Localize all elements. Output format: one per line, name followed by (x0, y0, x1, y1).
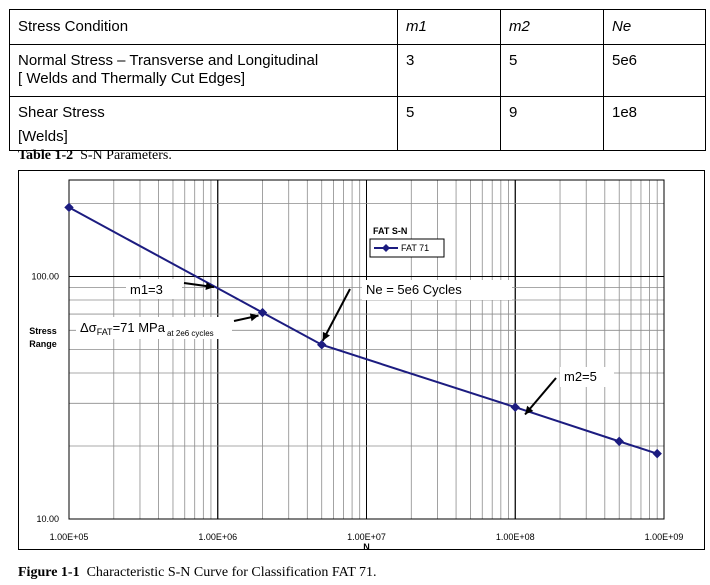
table-caption-label: Table 1-2 (18, 148, 74, 163)
x-tick-label: 1.00E+09 (644, 532, 684, 542)
arrow-shaft (323, 289, 350, 341)
arrow (323, 289, 350, 341)
x-axis-label: N (363, 542, 370, 552)
y-tick-label: 10.00 (36, 514, 59, 524)
condition-line1: Shear Stress (18, 104, 105, 121)
condition-line2: [ Welds and Thermally Cut Edges] (18, 70, 246, 87)
table-caption-text: S-N Parameters. (80, 148, 172, 163)
data-point (653, 450, 661, 458)
table-cell-m1: 5 (398, 97, 501, 151)
data-point (259, 309, 267, 317)
header-m2: m2 (501, 10, 604, 45)
annotation-fat-sub: FAT (96, 327, 113, 337)
arrow (525, 378, 556, 414)
annotation-ne: Ne = 5e6 Cycles (366, 282, 462, 297)
x-tick-label: 1.00E+07 (347, 532, 386, 542)
header-stress-condition: Stress Condition (10, 10, 398, 45)
data-point (511, 403, 519, 411)
annotation-fat-symbol: Δσ (80, 320, 97, 335)
annotation-m2: m2=5 (564, 369, 597, 384)
data-point (318, 341, 326, 349)
figure-caption-text: Characteristic S-N Curve for Classification FAT 71. (86, 565, 377, 580)
figure-caption-label: Figure 1-1 (18, 565, 80, 580)
y-axis-label: Range (29, 339, 57, 349)
annotation-m1: m1=3 (130, 282, 163, 297)
table-cell-m2: 9 (501, 97, 604, 151)
legend (370, 226, 444, 257)
condition-line1: Normal Stress – Transverse and Longitudinal (18, 52, 319, 69)
arrow (234, 313, 259, 321)
header-ne: Ne (604, 10, 706, 45)
y-axis-label: Stress (29, 326, 57, 336)
axes (29, 272, 683, 552)
condition-line2: [Welds] (18, 128, 68, 145)
legend-entry: FAT 71 (401, 243, 430, 253)
x-tick-label: 1.00E+08 (495, 532, 535, 542)
y-tick-label: 100.00 (31, 271, 59, 282)
header-m1: m1 (398, 10, 501, 45)
data-point (615, 437, 623, 445)
table-cell-ne: 5e6 (604, 45, 706, 97)
annotation-fat-note: at 2e6 cycles (166, 329, 214, 338)
table-cell-m2: 5 (501, 45, 604, 97)
table-cell-ne: 1e8 (604, 97, 706, 151)
table-cell-m1: 3 (398, 45, 501, 97)
annotation-fat-value: =71 MPa (112, 320, 165, 335)
legend-title: FAT S-N (373, 226, 408, 236)
x-tick-label: 1.00E+05 (49, 532, 89, 542)
grid (69, 180, 664, 519)
figure-caption (18, 565, 377, 581)
arrow-head (250, 313, 259, 321)
x-tick-label: 1.00E+06 (198, 532, 238, 542)
data-point (65, 203, 73, 211)
annotations (76, 279, 614, 414)
